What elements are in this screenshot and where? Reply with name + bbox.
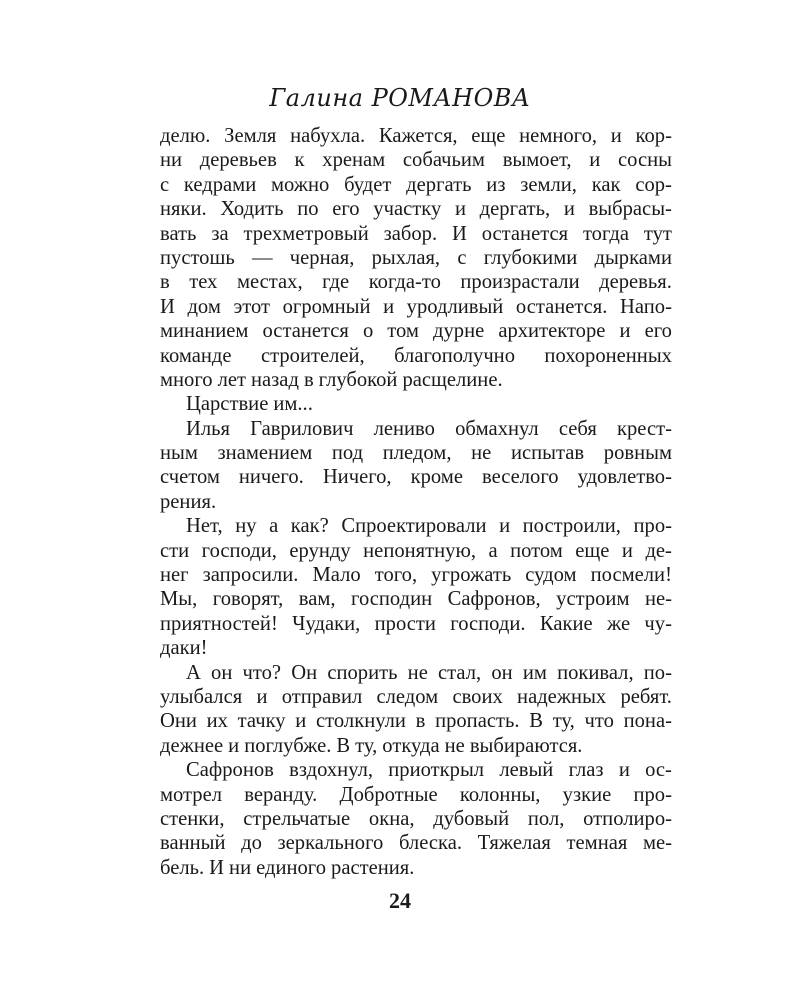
word: тогда [582, 222, 630, 245]
word: а [488, 539, 498, 562]
word: нег [160, 564, 189, 587]
word: крест- [616, 417, 672, 440]
word: останется [481, 222, 569, 245]
word: вымоет, [502, 149, 572, 172]
word: ничего. [238, 466, 304, 489]
word: благополучно [394, 344, 516, 367]
text-line [160, 612, 672, 636]
word: дежнее [160, 734, 224, 757]
word: Напо- [620, 295, 672, 318]
word: ерунду [289, 539, 351, 562]
word: Сафронов, [447, 588, 541, 611]
word: не [471, 442, 492, 465]
word: темная [566, 832, 628, 855]
text-line [160, 417, 672, 441]
word: строителей, [260, 344, 365, 367]
word: хренам [322, 149, 386, 172]
word: этот [233, 295, 271, 318]
word: деревьев [199, 149, 277, 172]
word: пледом, [382, 442, 452, 465]
word: где [322, 271, 350, 294]
word: и [228, 734, 240, 757]
word: Какие [539, 612, 593, 635]
word: Добротные [339, 783, 438, 806]
word: Он [291, 661, 318, 684]
word: угрожать [431, 564, 512, 587]
word: и [499, 515, 511, 538]
word: тех [189, 271, 218, 294]
text-line [160, 392, 672, 416]
word: и [563, 198, 575, 221]
word: отполиро- [583, 807, 672, 830]
word: и [589, 149, 601, 172]
word: потом [510, 539, 563, 562]
word: стал, [438, 661, 482, 684]
word: кедрами [183, 173, 257, 196]
word: единого [256, 856, 327, 879]
word: лет [217, 368, 247, 391]
body-text [160, 124, 672, 880]
word: похороненных [544, 344, 672, 367]
text-line [160, 587, 672, 611]
word: команде [160, 344, 232, 367]
word: Кажется, [378, 125, 458, 147]
word: Они [160, 710, 197, 733]
word: еще [471, 125, 506, 147]
word: ровным [603, 442, 672, 465]
word: немного, [519, 125, 598, 147]
word: улыбался [160, 685, 243, 708]
text-line [160, 270, 672, 294]
word: вать [160, 222, 197, 245]
word: дергать, [479, 198, 551, 221]
word: дырками [594, 246, 672, 269]
word: и [454, 198, 466, 221]
word: и [610, 125, 622, 147]
running-head-author: Галина РОМАНОВА [269, 84, 531, 112]
word: посмели! [590, 564, 672, 587]
word: по [297, 198, 319, 221]
word: останется [262, 320, 349, 343]
text-line [160, 465, 672, 489]
word: своих [452, 685, 503, 708]
word: а [269, 515, 279, 538]
word: выбираются. [469, 734, 583, 757]
word: местах, [236, 271, 303, 294]
word: и [295, 710, 307, 733]
word: ну [235, 515, 257, 538]
word: И [160, 295, 175, 318]
word: черная, [289, 246, 355, 269]
word: говорят, [212, 588, 284, 611]
word: де- [645, 539, 672, 562]
word: судом [525, 564, 577, 587]
word: о [362, 320, 374, 343]
word: чу- [644, 612, 672, 635]
word: господи. [450, 612, 526, 635]
word: не [444, 734, 465, 757]
word: колонны, [459, 783, 541, 806]
text-line [160, 758, 672, 782]
word: будет [344, 173, 392, 196]
text-line [160, 246, 672, 270]
text-line [160, 319, 672, 343]
word: не- [644, 588, 672, 611]
word: как [591, 173, 621, 196]
word: — [251, 246, 273, 269]
word: его [644, 320, 672, 343]
word: их [206, 710, 228, 733]
word: же [606, 612, 631, 635]
word: архитекторе [498, 320, 606, 343]
word: устроим [556, 588, 630, 611]
word: пропасть. [435, 710, 520, 733]
word: стрельчатые [243, 807, 351, 830]
word: В [529, 710, 543, 733]
word: блеска. [398, 832, 462, 855]
word: еще [575, 539, 610, 562]
word: к [294, 149, 305, 172]
word: Нет, [186, 515, 223, 538]
text-line [160, 441, 672, 465]
word: отправил [281, 685, 363, 708]
word: ту, [355, 734, 378, 757]
word: вздохнул, [289, 759, 374, 782]
word: произрастали [460, 271, 580, 294]
text-line [160, 490, 672, 514]
word: минанием [160, 320, 249, 343]
word: много [160, 368, 213, 391]
word: веранду. [244, 783, 318, 806]
text-line [160, 197, 672, 221]
word: сти [160, 539, 190, 562]
word: земли, [520, 173, 577, 196]
word: огромный [282, 295, 371, 318]
word: Спроектировали [341, 515, 487, 538]
word: он [211, 661, 233, 684]
word: Чудаки, [292, 612, 361, 635]
word: ребят. [620, 685, 672, 708]
word: пустошь [160, 246, 235, 269]
word: Царствие [186, 393, 269, 416]
word: когда-то [368, 271, 441, 294]
text-line [160, 295, 672, 319]
word: окна, [368, 807, 415, 830]
word: за [211, 222, 229, 245]
word: как? [290, 515, 329, 538]
word: прости [374, 612, 436, 635]
text-line [160, 856, 672, 880]
word: и [383, 295, 395, 318]
text-line [160, 173, 672, 197]
word: кроме [410, 466, 463, 489]
word: с [457, 246, 467, 269]
word: им [522, 661, 547, 684]
word: уродливый [406, 295, 504, 318]
word: дом [187, 295, 221, 318]
word: запросили. [202, 564, 299, 587]
text-line [160, 222, 672, 246]
text-line [160, 783, 672, 807]
word: ни [229, 856, 252, 879]
word: забор. [383, 222, 438, 245]
word: по- [643, 661, 672, 684]
word: что [584, 710, 614, 733]
word: пол, [527, 807, 565, 830]
word: он [491, 661, 513, 684]
word: счетом [160, 466, 220, 489]
word: господин [351, 588, 433, 611]
text-line [160, 148, 672, 172]
word: господи, [201, 539, 277, 562]
word: кор- [635, 125, 672, 147]
word: под [331, 442, 364, 465]
word: построили, [522, 515, 621, 538]
word: знамением [217, 442, 313, 465]
word: спорить [327, 661, 398, 684]
word: том [387, 320, 419, 343]
word: и [618, 759, 630, 782]
word: В [336, 734, 351, 757]
word: сосны [618, 149, 672, 172]
word: Ходить [220, 198, 284, 221]
word: ос- [645, 759, 672, 782]
word: следом [376, 685, 439, 708]
word: Тяжелая [477, 832, 551, 855]
word: няки. [160, 198, 207, 221]
word: А [186, 661, 201, 684]
word: Земля [224, 125, 277, 147]
word: можно [270, 173, 330, 196]
word: рыхлая, [371, 246, 441, 269]
word: и [621, 539, 633, 562]
word: И [451, 222, 467, 245]
word: тут [643, 222, 672, 245]
word: и [256, 685, 268, 708]
word: обмахнул [455, 417, 539, 440]
word: дурне [433, 320, 485, 343]
page-number: 24 [389, 888, 411, 913]
word: пона- [623, 710, 672, 733]
word: делю. [160, 125, 211, 147]
word: рения. [160, 490, 217, 513]
text-line [160, 807, 672, 831]
word: Мы, [160, 588, 198, 611]
word: тачку [237, 710, 286, 733]
text-line [160, 709, 672, 733]
word: растения. [331, 856, 415, 879]
word: приоткрыл [388, 759, 485, 782]
word: останется. [515, 295, 608, 318]
word: в [160, 271, 170, 294]
word: мотрел [160, 783, 223, 806]
word: глаз [568, 759, 604, 782]
word: набухла. [290, 125, 366, 147]
word: им... [273, 393, 313, 416]
word: вам, [298, 588, 336, 611]
word: себя [558, 417, 597, 440]
word: что? [242, 661, 282, 684]
word: дубовый [433, 807, 510, 830]
word: до [241, 832, 262, 855]
word: с [160, 173, 170, 196]
word: расщелине. [402, 368, 503, 391]
text-line [160, 368, 672, 392]
word: сор- [635, 173, 672, 196]
word: ту, [552, 710, 575, 733]
word: И [209, 856, 225, 879]
word: ни [160, 149, 183, 172]
word: откуда [382, 734, 440, 757]
word: даки! [160, 637, 208, 660]
word: трехметровый [243, 222, 369, 245]
text-line [160, 636, 672, 660]
text-line [160, 514, 672, 538]
word: бель. [160, 856, 205, 879]
word: собачьим [402, 149, 485, 172]
word: удовлетво- [577, 466, 672, 489]
word: участку [373, 198, 442, 221]
word: Мало [312, 564, 361, 587]
word: про- [633, 783, 672, 806]
word: глубокими [483, 246, 578, 269]
text-line [160, 734, 672, 758]
text-line [160, 124, 672, 148]
word: выбрасы- [588, 198, 672, 221]
word: покивал, [557, 661, 634, 684]
text-line [160, 539, 672, 563]
text-line [160, 661, 672, 685]
word: зеркального [277, 832, 384, 855]
word: поглубже. [244, 734, 332, 757]
word: в [415, 710, 426, 733]
word: приятностей! [160, 612, 278, 635]
word: и [619, 320, 631, 343]
word: того, [374, 564, 418, 587]
word: деревья. [599, 271, 672, 294]
word: ванный [160, 832, 226, 855]
word: Ничего, [322, 466, 392, 489]
word: столкнули [316, 710, 406, 733]
word: стенки, [160, 807, 225, 830]
word: Сафронов [186, 759, 274, 782]
word: Гаврилович [250, 417, 354, 440]
text-line [160, 685, 672, 709]
word: лениво [373, 417, 435, 440]
text-line [160, 563, 672, 587]
word: узкие [562, 783, 612, 806]
word: дергать [406, 173, 472, 196]
word: из [486, 173, 506, 196]
word: глубокой [318, 368, 398, 391]
word: его [332, 198, 360, 221]
word: Илья [186, 417, 231, 440]
text-line [160, 831, 672, 855]
text-line [160, 344, 672, 368]
word: в [303, 368, 314, 391]
word: не [407, 661, 428, 684]
word: ме- [642, 832, 672, 855]
word: левый [499, 759, 554, 782]
word: веселого [481, 466, 559, 489]
word: испытав [510, 442, 585, 465]
word: ным [160, 442, 198, 465]
word: про- [633, 515, 672, 538]
word: надежных [517, 685, 607, 708]
word: назад [251, 368, 299, 391]
word: непонятную, [363, 539, 476, 562]
